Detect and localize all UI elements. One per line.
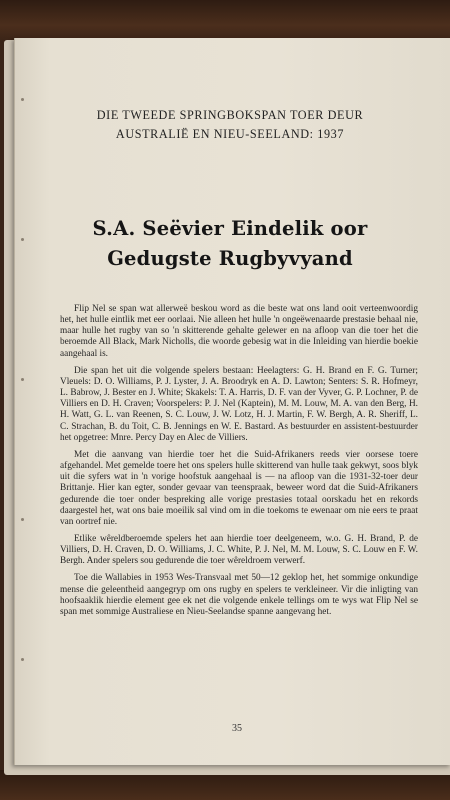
article-title-line2: Gedugste Rugbyvyand — [107, 247, 353, 270]
body-paragraph: Met die aanvang van hierdie toer het die Suid-Afrikaners reeds vier oorsese toere afgehandel. Met gemelde toere het ons spelers hulle skitterend van hulle taak gekwyt, soos blyk uit die syfers wat in 'n vorige hoofstuk aangehaal is — na afloop van die 1931-32-toer deur Brittanje. Hier kan egter, sonder gevaar van teenspraak, beweer word dat die Suid-Afrikaners gedurende die toer onder bespreking alle vorige prestasies totaal oorskadu het en rekords daargestel het, wat ons baie moeilik sal vind om in die toekoms te ewenaar om nie eers te praat van oortref nie. — [60, 449, 418, 527]
article-title-line1: S.A. Seëvier Eindelik oor — [92, 217, 368, 240]
body-paragraph: Etlike wêreldberoemde spelers het aan hierdie toer deelgeneem, w.o. G. H. Brand, P. de Villiers, D. H. Craven, D. O. Williams, J. C. White, P. J. Nel, M. M. Louw, S. C. Louw en F. W. Bergh. Ander spelers sou gedurende die toer wêreldroem verwerf. — [60, 533, 418, 567]
body-paragraph: Toe die Wallabies in 1953 Wes-Transvaal met 50—12 geklop het, het sommige onkundige mense die geleentheid aangegryp om ons rugby en spelers te verkleineer. Vir die inligting van hoofsaaklik hierdie element gee ek net die volgende enkele tellings om te wys wat Flip Nel se span met sommige Australiese en Nieu-Seelandse spanne aangevang het. — [60, 573, 418, 617]
binding-hole — [21, 238, 24, 241]
chapter-heading-line1: DIE TWEEDE SPRINGBOKSPAN TOER DEUR — [96, 108, 364, 122]
binding-hole — [21, 518, 24, 521]
article-body — [60, 304, 418, 624]
chapter-heading — [30, 106, 430, 144]
body-paragraph: Die span het uit die volgende spelers bestaan: Heelagters: G. H. Brand en F. G. Turner; Vleuels: D. O. Williams, P. J. Lyster, J. A. Broodryk en A. D. Lawton; Senters: S. R. Hofmeyr, L. Babrow, J. Bester en J. White; Skakels: T. A. Harris, D. F. van der Vyver, G. P. Lochner, P. de Villiers en D. H. Craven; Voorspelers: P. J. Nel (Kaptein), M. M. Louw, M. A. van den Berg, H. H. Watt, G. L. van Reenen, S. C. Louw, J. W. Lotz, H. J. Martin, F. W. Bergh, A. R. Sheriff, L. C. Strachan, B. du Toit, C. B. Jennings en W. E. Bastard. As bestuurder en assistent-bestuurder het opgetree: Mnre. Percy Day en Alec de Villiers. — [60, 365, 418, 443]
wooden-table-top — [0, 0, 450, 42]
binding-hole — [21, 658, 24, 661]
article-title — [26, 214, 434, 274]
binding-hole — [21, 98, 24, 101]
body-paragraph: Flip Nel se span wat allerweë beskou word as die beste wat ons land ooit verteenwoordig het, het hulle eintlik met eer oorlaai. Nie alleen het hulle 'n ongeëwenaarde prestasie behaal nie, maar hulle het rugby van so 'n skitterende gehalte gelewer en na afloop van die toer het die beroemde All Black, Mark Nicholls, die woorde gebesig wat in die Inleiding van hierdie boekie aangehaal is. — [60, 304, 418, 359]
page-number: 35 — [232, 723, 242, 734]
binding-hole — [21, 378, 24, 381]
chapter-heading-line2: AUSTRALIË EN NIEU-SEELAND: 1937 — [115, 127, 345, 141]
